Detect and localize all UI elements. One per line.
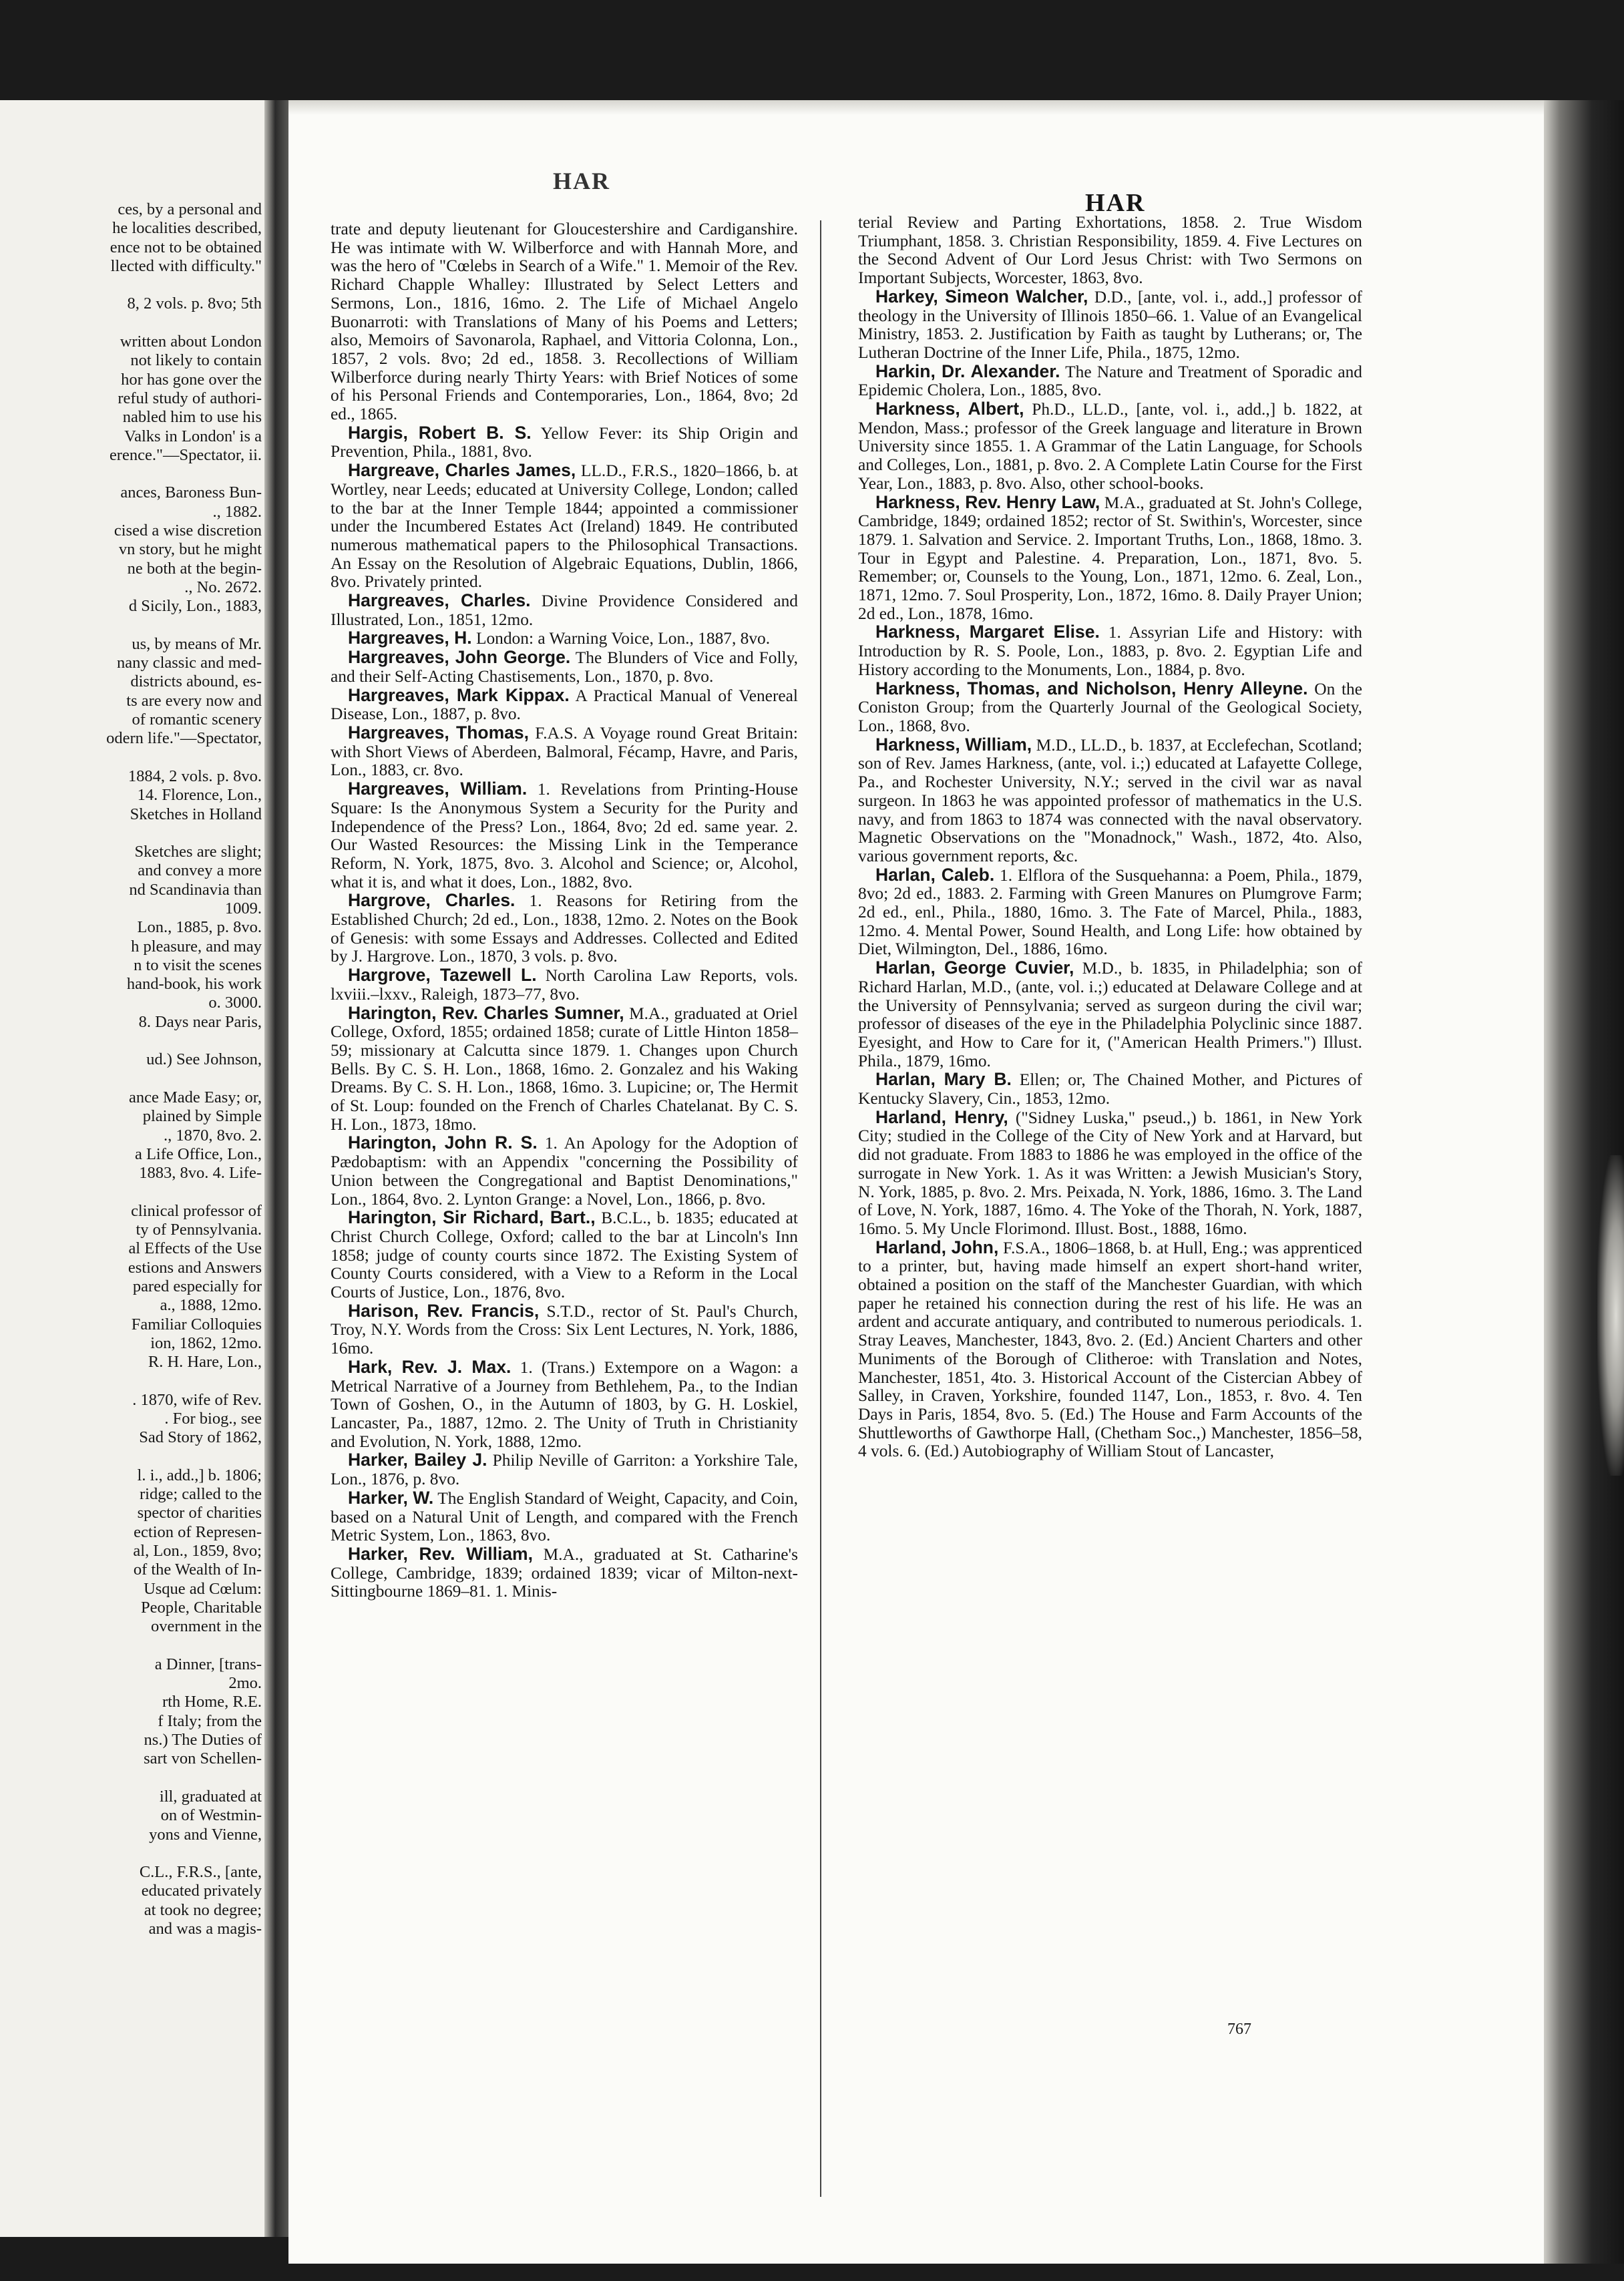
column-divider — [820, 220, 821, 2197]
facing-page-line: h pleasure, and may — [131, 937, 262, 956]
book-gutter — [264, 100, 288, 2237]
facing-page-line: nany classic and med- — [116, 654, 262, 672]
facing-page-line: he localities described, — [112, 219, 262, 238]
facing-page-line: and convey a more — [138, 861, 262, 880]
dictionary-entry — [331, 461, 798, 592]
facing-page-line: ts are every now and — [126, 691, 262, 710]
entry-body: 1. Revelations from Printing-House Square: Is the Anonymous System a Security for the Purity and Independence of the Press? Lon., 1864, 8vo; 2d ed. same year. 2. Our Wasted Resources: the Missing Link in the Temperance Reform, N. York, 1875, 8vo. 3. Alcohol and Science; or, Alcohol, what it is, and what it does, Lon., 1882, 8vo. — [331, 780, 798, 891]
facing-page-line: d Sicily, Lon., 1883, — [128, 597, 262, 616]
dictionary-entry — [858, 493, 1362, 624]
facing-page-line: odern life."—Spectator, — [106, 729, 262, 748]
dictionary-entry — [331, 966, 798, 1004]
facing-page-line: f Italy; from the — [158, 1711, 262, 1730]
entry-headword: Hargreaves, John George. — [348, 647, 571, 668]
entry-body: 1. An Apology for the Adoption of Pædobaptism: with an Appendix "concerning the Possibility of Union between the Congregational and Baptist Denominations," Lon., 1864, 8vo. 2. Lynton Grange: a Novel, Lon., 1866, p. 8vo. — [331, 1134, 798, 1209]
facing-page-line: estions and Answers — [128, 1258, 262, 1277]
facing-page-line: Usque ad Cœlum: — [144, 1579, 262, 1598]
facing-page-line: ence not to be obtained — [110, 238, 262, 256]
entry-headword: Hargrove, Tazewell L. — [348, 965, 537, 986]
dictionary-entry — [331, 1545, 798, 1601]
entry-headword: Harkness, Margaret Elise. — [875, 622, 1100, 642]
dictionary-entry — [331, 220, 798, 424]
dictionary-entry — [331, 1134, 798, 1209]
dictionary-entry — [331, 1489, 798, 1545]
entry-body: D.D., [ante, vol. i., add.,] professor of theology in the University of Illinois 1850–66. 1. Value of an Evangelical Ministry, 1853. 2. Justification by Faith as taught by Lutherans; or, The Lutheran Doctrine of the Inner Life, Phila., 1875, 12mo. — [858, 287, 1362, 362]
entry-body: M.A., graduated at St. Catharine's College, Cambridge, 1839; ordained 1839; vicar of Milton-next-Sittingbourne 1869–81. 1. Minis- — [331, 1544, 799, 1601]
entry-body: Ellen; or, The Chained Mother, and Pictures of Kentucky Slavery, Cin., 1853, 12mo. — [858, 1070, 1362, 1108]
facing-page-line: of the Wealth of In- — [133, 1561, 262, 1579]
facing-page-line: n to visit the scenes — [134, 956, 262, 974]
entry-headword: Harland, John, — [875, 1237, 999, 1257]
facing-page-line: sart von Schellen- — [144, 1749, 262, 1768]
entry-body: terial Review and Parting Exhortations, 1858. 2. True Wisdom Triumphant, 1858. 3. Christian Responsibility, 1859. 4. Five Lectures on the Second Advent of Our Lord Jesus Christ: with Two Sermons on Important Subjects, Worcester, 1863, 8vo. — [858, 213, 1362, 288]
facing-page-line: ection of Represen- — [134, 1522, 262, 1541]
entry-body: trate and deputy lieutenant for Gloucestershire and Cardiganshire. He was intimate with W. Wilberforce and with Hannah More, and was the hero of "Cœlebs in Search of a Wife." 1. Memoir of the Rev. Richard Chapple Whalley: Illustrated by Select Letters and Sermons, Lon., 1816, 16mo. 2. The Life of Michael Angelo Buonarroti: with Translations of Many of his Poems and Letters; also, Memoirs of Savonarola, Raphael, and Vittoria Colonna, Lon., 1857, 2 vols. 8vo; 2d ed., 1858. 3. Recollections of William Wilberforce during nearly Thirty Years: with Brief Notices of some of his Personal Friends and Contemporaries, Lon., 1864, 8vo; 2d ed., 1865. — [331, 220, 798, 424]
entry-body: Philip Neville of Garriton: a Yorkshire Tale, Lon., 1876, p. 8vo. — [331, 1451, 799, 1489]
dictionary-entry — [331, 891, 798, 966]
entry-body: 1. Elflora of the Susquehanna: a Poem, Phila., 1879, 8vo; 2d ed., 1883. 2. Farming with Green Manures on Plumgrove Farm; 2d ed., enl., Phila., 1880, 16mo. 3. The Fate of Marcel, Phila., 1883, 12mo. 4. Mental Power, Sound Health, and Long Life: how obtained by Diet, Wilmington, Del., 1886, 16mo. — [858, 865, 1362, 959]
facing-page-line: Familiar Colloquies — [131, 1315, 262, 1333]
facing-page-line: o. 3000. — [208, 994, 262, 1012]
facing-page-line: . 1870, wife of Rev. — [132, 1390, 262, 1409]
dictionary-entry — [858, 959, 1362, 1070]
facing-page-line: ill, graduated at — [159, 1787, 262, 1806]
entry-body: B.C.L., b. 1835; educated at Christ Church College, Oxford; called to the bar at Lincoln's Inn 1858; judge of county courts since 1872. The Existing System of County Courts considered, with a View to a Reform in the Local Courts of Justice, Lon., 1876, 8vo. — [331, 1209, 798, 1302]
entry-headword: Harland, Henry, — [875, 1106, 1008, 1127]
facing-page-line: ces, by a personal and — [118, 200, 262, 218]
facing-page-line: ty of Pennsylvania. — [136, 1221, 262, 1239]
entry-headword: Hargreaves, Thomas, — [348, 722, 529, 743]
facing-page-line: ne both at the begin- — [127, 559, 262, 578]
dictionary-entry — [858, 623, 1362, 679]
facing-page-line: Valks in London' is a — [124, 427, 262, 445]
facing-page-line: 8, 2 vols. p. 8vo; 5th — [127, 294, 262, 313]
facing-page-line: spector of charities — [137, 1504, 262, 1522]
page-number: 767 — [1227, 2021, 1251, 2038]
facing-page-line: ns.) The Duties of — [144, 1731, 262, 1749]
entry-body: 1. Assyrian Life and History: with Introduction by R. S. Poole, Lon., 1883, p. 8vo. 2. Egyptian Life and History according to the Monuments, Lon., 1884, p. 8vo. — [858, 623, 1362, 679]
page-edge — [1544, 100, 1624, 2264]
facing-page-line: vn story, but he might — [118, 540, 262, 559]
facing-page-line: R. H. Hare, Lon., — [148, 1353, 262, 1372]
dictionary-entry — [331, 1004, 798, 1134]
facing-page-line — [0, 616, 262, 635]
entry-body: F.A.S. A Voyage round Great Britain: with Short Views of Aberdeen, Balmoral, Fécamp, Havre, and Paris, Lon., 1883, cr. 8vo. — [331, 723, 798, 780]
entry-headword: Harker, W. — [348, 1487, 434, 1508]
dictionary-entry — [858, 214, 1362, 288]
facing-page-line — [0, 1844, 262, 1863]
entry-headword: Harington, Sir Richard, Bart., — [348, 1207, 596, 1228]
dictionary-entry — [331, 686, 798, 724]
facing-page-line: and was a magis- — [148, 1920, 262, 1938]
facing-page-line: on of Westmin- — [160, 1806, 262, 1825]
entry-body: On the Coniston Group; from the Quarterly Journal of the Geological Society, Lon., 1868, 8vo. — [858, 679, 1362, 735]
entry-headword: Hargis, Robert B. S. — [348, 422, 532, 443]
facing-page-line: nd Scandinavia than — [129, 880, 262, 899]
facing-page-line — [0, 1183, 262, 1201]
facing-page-text — [0, 200, 262, 1938]
entry-body: A Practical Manual of Venereal Disease, Lon., 1887, p. 8vo. — [331, 686, 798, 724]
facing-page-line — [0, 1637, 262, 1655]
facing-page-line: hand-book, his work — [126, 975, 262, 994]
facing-page-line: Lon., 1885, p. 8vo. — [137, 918, 262, 937]
dictionary-entry — [331, 648, 798, 686]
facing-page-line: cised a wise discretion — [114, 522, 262, 540]
entry-headword: Hargreaves, Mark Kippax. — [348, 684, 570, 705]
entry-body: M.A., graduated at Oriel College, Oxford, 1855; ordained 1858; curate of Little Hinton 1858–59; missionary at Calcutta since 1879. 1. Changes upon Church Bells. By C. S. H. Lon., 1868, 16mo. 2. Gonzalez and his Waking Dreams. By C. S. H. Lon., 1868, 16mo. 3. Lupicine; or, The Hermit of St. Loup: founded on the French of Charles Chatelanat. By C. S. H. Lon., 1873, 18mo. — [331, 1004, 798, 1134]
facing-page-line: educated privately — [141, 1882, 262, 1900]
dictionary-entry — [858, 866, 1362, 960]
entry-headword: Hargreaves, Charles. — [348, 590, 531, 611]
entry-body: Yellow Fever: its Ship Origin and Prevention, Phila., 1881, 8vo. — [331, 423, 798, 461]
dictionary-entry — [858, 1239, 1362, 1461]
facing-page-line: llected with difficulty." — [110, 256, 262, 275]
facing-page-line — [0, 1032, 262, 1050]
facing-page-line: ances, Baroness Bun- — [120, 483, 262, 502]
entry-headword: Harlan, Mary B. — [875, 1069, 1012, 1090]
facing-page-line: yons and Vienne, — [149, 1825, 262, 1844]
facing-page-line: 1884, 2 vols. p. 8vo. — [128, 767, 262, 785]
facing-page-line: l. i., add.,] b. 1806; — [137, 1466, 262, 1484]
facing-page-line — [0, 314, 262, 333]
entry-headword: Harington, John R. S. — [348, 1132, 538, 1153]
entry-body: ("Sidney Luska," pseud.,) b. 1861, in New York City; studied in the College of the City of New York and at Harvard, but did not graduate. From 1883 to 1886 he was employed in the office of the surrogate in New York. 1. As it was Written: a Jewish Musician's Story, N. York, 1885, p. 8vo. 2. Mrs. Peixada, N. York, 1886, 16mo. 3. The Land of Love, N. York, 1887, 16mo. 4. The Yoke of the Thorah, N. York, 1887, 16mo. 5. My Uncle Florimond. Illust. Bost., 1888, 16mo. — [858, 1108, 1363, 1238]
facing-page-line: written about London — [120, 333, 262, 351]
entry-headword: Harison, Rev. Francis, — [348, 1300, 540, 1321]
facing-page-line: clinical professor of — [131, 1201, 262, 1220]
entry-headword: Hargrove, Charles. — [348, 890, 516, 911]
facing-page-line: nabled him to use his — [122, 408, 262, 427]
facing-page-line — [0, 1372, 262, 1390]
entry-headword: Harington, Rev. Charles Sumner, — [348, 1002, 624, 1023]
entry-headword: Harkness, Albert, — [875, 399, 1024, 419]
dictionary-entry — [858, 680, 1362, 736]
facing-page-line — [0, 1769, 262, 1788]
facing-page-line: C.L., F.R.S., [ante, — [139, 1863, 262, 1882]
facing-page-line — [0, 1070, 262, 1088]
dictionary-entry — [858, 400, 1362, 493]
dictionary-entry — [858, 1070, 1362, 1108]
facing-page-line: ., 1882. — [212, 502, 262, 521]
entry-body: North Carolina Law Reports, vols. lxviii.–lxxv., Raleigh, 1873–77, 8vo. — [331, 966, 799, 1004]
facing-page-line: rth Home, R.E. — [162, 1693, 262, 1711]
entry-body: The Blunders of Vice and Folly, and their Self-Acting Chastisements, Lon., 1870, p. 8vo. — [331, 648, 799, 686]
entry-body: LL.D., F.R.S., 1820–1866, b. at Wortley, near Leeds; educated at University College, London; called to the bar at the Inner Temple 1844; appointed a commissioner under the Incumbered Estates Act (Ireland) 1849. He contributed numerous mathematical papers to the Philosophical Transactions. An Essay on the Resolution of Algebraic Equations, Dublin, 1866, 8vo. Privately printed. — [331, 461, 798, 592]
facing-page-line: us, by means of Mr. — [132, 634, 262, 653]
dictionary-entry — [331, 1358, 798, 1452]
facing-page-line — [0, 276, 262, 294]
entry-body: Ph.D., LL.D., [ante, vol. i., add.,] b. 1822, at Mendon, Mass.; professor of the Greek language and literature in Brown University since 1855. 1. A Grammar of the Latin Language, for Schools and Colleges, Lon., 1881, p. 8vo. 2. A Complete Latin Course for the First Year, Lon., 1883, p. 8vo. Also, other school-books. — [858, 400, 1362, 493]
entry-headword: Hargreaves, William. — [348, 779, 528, 799]
entry-body: S.T.D., rector of St. Paul's Church, Troy, N.Y. Words from the Cross: Six Lent Lectures, N. York, 1886, 16mo. — [331, 1301, 799, 1358]
dictionary-entry — [331, 1209, 798, 1302]
running-head-right: HAR — [1085, 189, 1146, 217]
entry-headword: Harker, Rev. William, — [348, 1543, 533, 1564]
entry-body: M.D., b. 1835, in Philadelphia; son of Richard Harlan, M.D., (ante, vol. i.;) educated at Delaware College and at the University of Pennsylvania; served as surgeon during the civil war; professor of diseases of the eye in the Philadelphia Polyclinic since 1887. Eyesight, and How to Care for it, ("American Health Primers.") Illust. Phila., 1879, 16mo. — [858, 959, 1363, 1070]
facing-page-line: of romantic scenery — [132, 710, 262, 729]
facing-page-line — [0, 749, 262, 767]
dictionary-entry — [331, 724, 798, 780]
dictionary-entry — [858, 363, 1362, 400]
dictionary-entry — [858, 736, 1362, 866]
facing-page-line: a., 1888, 12mo. — [160, 1296, 262, 1315]
facing-page-line: not likely to contain — [130, 351, 262, 370]
entry-body: 1. (Trans.) Extempore on a Wagon: a Metrical Narrative of a Journey from Bethlehem, Pa., to the Indian Town of Goshen, O., in the Autumn of 1803, by G. H. Loskiel, Lancaster, Pa., 1887, 12mo. 2. The Unity of Truth in Christianity and Evolution, N. York, 1888, 12mo. — [331, 1358, 799, 1451]
facing-page-line: hor has gone over the — [121, 370, 262, 389]
facing-page-line: districts abound, es- — [130, 672, 262, 691]
column-right — [858, 214, 1362, 1461]
dictionary-entry — [331, 1451, 798, 1488]
entry-body: London: a Warning Voice, Lon., 1887, 8vo. — [471, 629, 771, 648]
entry-headword: Harkness, Thomas, and Nicholson, Henry Alleyne. — [875, 678, 1308, 698]
column-left — [331, 220, 798, 1601]
facing-page-line — [0, 824, 262, 843]
facing-page-line: 14. Florence, Lon., — [137, 786, 262, 805]
entry-headword: Harlan, George Cuvier, — [875, 958, 1074, 978]
facing-page-line: 1883, 8vo. 4. Life- — [139, 1164, 262, 1183]
facing-page-line: al, Lon., 1859, 8vo; — [133, 1542, 262, 1561]
facing-page-line — [0, 465, 262, 483]
facing-page-line: 1009. — [224, 899, 262, 917]
entry-headword: Hargreaves, H. — [348, 628, 472, 648]
facing-page-line: 2mo. — [228, 1674, 262, 1693]
facing-page-line: ion, 1862, 12mo. — [150, 1333, 262, 1352]
entry-body: Divine Providence Considered and Illustrated, Lon., 1851, 12mo. — [331, 592, 798, 629]
facing-page-line: erence."—Spectator, ii. — [109, 445, 262, 464]
entry-headword: Harkey, Simeon Walcher, — [875, 286, 1088, 306]
running-head-left: HAR — [553, 168, 610, 194]
facing-page-line: . For biog., see — [164, 1410, 262, 1428]
facing-page-line: Sketches in Holland — [130, 805, 262, 823]
facing-page-line: ., 1870, 8vo. 2. — [164, 1126, 262, 1145]
entry-headword: Harkness, William, — [875, 734, 1032, 755]
entry-headword: Harlan, Caleb. — [875, 864, 995, 885]
facing-page-line: People, Charitable — [141, 1598, 262, 1617]
facing-page — [0, 100, 264, 2237]
facing-page-line: at took no degree; — [144, 1900, 262, 1919]
dictionary-entry — [331, 1302, 798, 1358]
entry-body: M.A., graduated at St. John's College, Cambridge, 1849; ordained 1852; rector of St. Swithin's, Worcester, since 1879. 1. Salvation and Service. 2. Important Truths, Lon., 1868, 18mo. 3. Tour in Egypt and Palestine. 4. Preparation, Lon., 1871, 8vo. 5. Remember; or, Counsels to the Young, Lon., 1871, 12mo. 6. Zeal, Lon., 1871, 12mo. 7. Soul Prosperity, Lon., 1872, 16mo. 8. Daily Prayer Union; 2d ed., Lon., 1878, 16mo. — [858, 493, 1362, 623]
facing-page-line: pared especially for — [132, 1277, 262, 1295]
facing-page-line: Sketches are slight; — [134, 843, 262, 861]
dictionary-entry — [858, 1108, 1362, 1239]
entry-headword: Harkin, Dr. Alexander. — [875, 361, 1060, 381]
entry-body: M.D., LL.D., b. 1837, at Ecclefechan, Scotland; son of Rev. James Harkness, (ante, vol. i.;) educated at Lafayette College, Pa., and Rochester University, N.Y.; served in the civil war as naval surgeon. In 1863 he was appointed professor of mathematics in the U.S. navy, and from 1863 to 1874 was connected with the naval observatory. Magnetic Observations on the "Monadnock," Wash., 1872, 4to. Also, various government reports, &c. — [858, 735, 1362, 865]
entry-body: The Nature and Treatment of Sporadic and Epidemic Cholera, Lon., 1885, 8vo. — [858, 362, 1362, 400]
entry-headword: Harkness, Rev. Henry Law, — [875, 491, 1100, 512]
facing-page-line: plained by Simple — [142, 1107, 262, 1126]
entry-body: 1. Reasons for Retiring from the Established Church; 2d ed., Lon., 1838, 12mo. 2. Notes on the Book of Genesis: with some Essays and Addresses. Collected and Edited by J. Hargrove. Lon., 1870, 3 vols. p. 8vo. — [331, 891, 799, 966]
entry-headword: Harker, Bailey J. — [348, 1450, 487, 1470]
facing-page-line: a Life Office, Lon., — [134, 1145, 262, 1163]
dictionary-entry — [331, 424, 798, 461]
entry-body: F.S.A., 1806–1868, b. at Hull, Eng.; was apprenticed to a printer, but, having made himself an expert short-hand writer, obtained a position on the staff of the Manchester Guardian, with which paper he retained his connection during the rest of his life. He was an ardent and accurate antiquary, and contributed to numerous periodicals. 1. Stray Leaves, Manchester, 1843, 8vo. 2. (Ed.) Ancient Charters and other Muniments of the Borough of Clitheroe: with Translation and Notes, Manchester, 1851, 4to. 3. Historical Account of the Cistercian Abbey of Salley, in Craven, Yorkshire, founded 1147, Lon., 1853, r. 8vo. 4. Ten Days in Paris, 1854, 8vo. 5. (Ed.) The House and Farm Accounts of the Shuttleworths of Gawthorpe Hall, (Chetham Soc.,) Manchester, 1856–58, 4 vols. 6. (Ed.) Autobiography of William Stout of Lancaster, — [858, 1238, 1362, 1461]
facing-page-line: reful study of authori- — [118, 389, 262, 407]
dictionary-entry — [331, 592, 798, 629]
facing-page-line: ance Made Easy; or, — [128, 1088, 262, 1106]
facing-page-line: Sad Story of 1862, — [139, 1428, 262, 1447]
entry-headword: Hargreave, Charles James, — [348, 460, 576, 481]
dictionary-entry — [331, 629, 798, 648]
entry-body: The English Standard of Weight, Capacity, and Coin, based on a Natural Unit of Length, and compared with the French Metric System, Lon., 1863, 8vo. — [331, 1488, 798, 1545]
facing-page-line: ridge; called to the — [140, 1485, 262, 1504]
facing-page-line: a Dinner, [trans- — [154, 1655, 262, 1673]
dictionary-entry — [858, 288, 1362, 363]
entry-headword: Hark, Rev. J. Max. — [348, 1356, 512, 1377]
facing-page-line: al Effects of the Use — [128, 1239, 262, 1258]
facing-page-line: ud.) See Johnson, — [146, 1050, 262, 1069]
dictionary-entry — [331, 780, 798, 891]
facing-page-line: 8. Days near Paris, — [138, 1012, 262, 1031]
facing-page-line: overnment in the — [150, 1617, 262, 1636]
facing-page-line — [0, 1448, 262, 1466]
facing-page-line: ., No. 2672. — [184, 578, 262, 596]
